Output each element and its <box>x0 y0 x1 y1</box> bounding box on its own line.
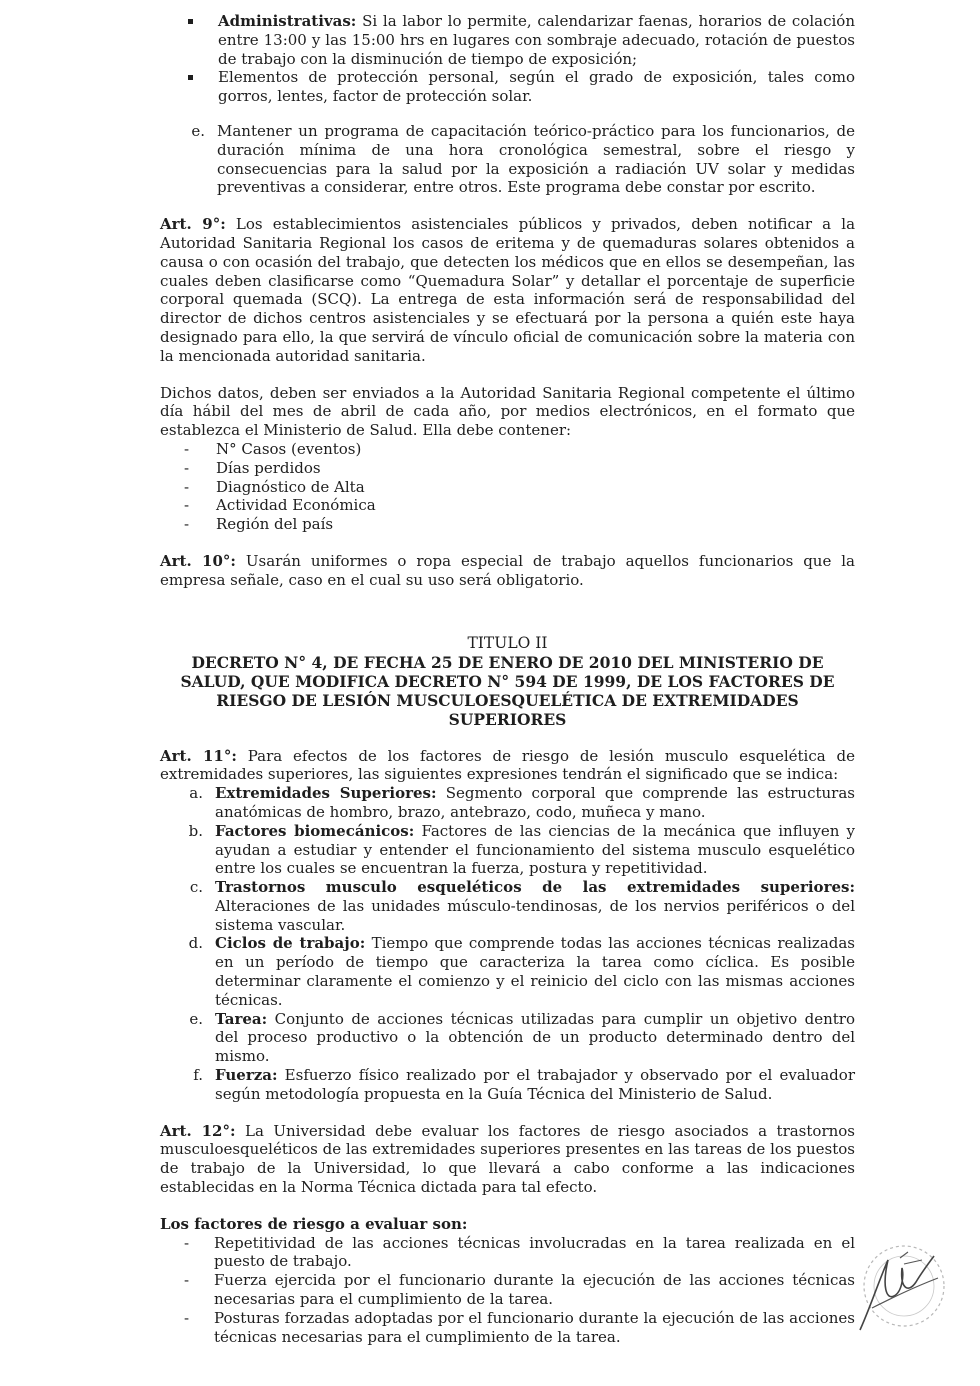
article-11 <box>160 747 855 785</box>
item-marker: a. <box>189 784 203 803</box>
definition-text: Conjunto de acciones técnicas utilizadas para cumplir un objetivo dentro del proceso productivo o la obtención de un producto determinado dentro del mismo. <box>215 1009 855 1066</box>
article-text: Para efectos de los factores de riesgo de lesión musculo esquelética de extremidades superiores, las siguientes expresiones tendrán el significado que se indica: <box>160 746 855 784</box>
title-line: TITULO II <box>467 633 548 652</box>
article-label: Art. 10°: <box>160 551 236 570</box>
item-text: Elementos de protección personal, según el grado de exposición, tales como gorros, lentes, factor de protección solar. <box>218 68 855 106</box>
measures-list <box>188 12 855 106</box>
definition-text: Esfuerzo físico realizado por el trabajador y observado por el evaluador según metodología propuesta en la Guía Técnica del Ministerio de Salud. <box>215 1066 855 1103</box>
list-item: - Posturas forzadas adoptadas por el funcionario durante la ejecución de las acciones técnicas necesarias para el cumplimiento de la tarea. <box>184 1309 855 1347</box>
definition-text: Factores de las ciencias de la mecánica que influyen y ayudan a estudiar y entender el funcionamiento del sistema musculo esquelético entre los cuales se encuentran la fuerza, postura y repetitividad. <box>215 821 855 878</box>
definition-term: Ciclos de trabajo: <box>215 934 366 953</box>
list-item: - Fuerza ejercida por el funcionario durante la ejecución de las acciones técnicas necesarias para el cumplimiento de la tarea. <box>184 1271 855 1309</box>
definition-term: Extremidades Superiores: <box>215 784 437 803</box>
section-title <box>160 634 855 729</box>
definition-term: Trastornos musculo esqueléticos de las extremidades superiores: <box>215 878 855 897</box>
item-marker: b. <box>188 821 203 840</box>
article-text: Usarán uniformes o ropa especial de trabajo aquellos funcionarios que la empresa señale, caso en el cual su uso será obligatorio. <box>160 551 855 589</box>
definition-item <box>160 822 855 878</box>
definition-text: Tiempo que comprende todas las acciones técnicas realizadas en un período de tiempo que caracteriza la tarea como cíclica. Es posible determinar claramente el comienzo y el reinicio del ciclo con las mismas acciones técnicas. <box>215 934 856 1009</box>
list-item <box>188 68 855 106</box>
training-item <box>160 122 855 197</box>
article-label: Art. 11°: <box>160 746 237 765</box>
definition-item <box>160 1066 855 1104</box>
definition-item <box>160 934 855 1009</box>
article-text: La Universidad debe evaluar los factores de riesgo asociados a trastornos musculoesqueléticos de las extremidades superiores presentes en las tareas de los puestos de trabajo de la Universidad, lo que llevará a cabo conforme a las indicaciones establecidas en la Norma Técnica dictada para tal efecto. <box>160 1121 855 1197</box>
risk-factors-list <box>184 1234 855 1347</box>
item-label: Administrativas: <box>218 12 357 30</box>
definition-text: Segmento corporal que comprende las estructuras anatómicas de hombro, brazo, antebrazo, codo, muñeca y mano. <box>215 784 855 821</box>
item-marker: e. <box>191 121 205 140</box>
risk-factors-heading: Los factores de riesgo a evaluar son: <box>160 1214 468 1233</box>
list-item: - Región del país <box>184 515 855 534</box>
list-item: - Repetitividad de las acciones técnicas involucradas en la tarea realizada en el puesto de trabajo. <box>184 1234 855 1272</box>
article-12 <box>160 1122 855 1197</box>
data-fields-list <box>184 440 855 534</box>
document-page <box>160 12 855 1346</box>
definition-term: Fuerza: <box>215 1066 278 1085</box>
definition-term: Factores biomecánicos: <box>215 821 415 840</box>
item-marker: c. <box>189 878 203 897</box>
item-marker: f. <box>193 1066 203 1085</box>
signature-stamp <box>842 1238 952 1338</box>
item-text: Mantener un programa de capacitación teórico-práctico para los funcionarios, de duración mínima de una hora cronológica semestral, sobre el riesgo y consecuencias para la salud por la exposición a radiación UV solar y medidas preventivas a considerar, entre otros. Este programa debe constar por escrito. <box>217 121 855 197</box>
item-marker: d. <box>188 934 203 953</box>
definition-item <box>160 878 855 934</box>
decree-heading: DECRETO N° 4, DE FECHA 25 DE ENERO DE 2010 DEL MINISTERIO DE SALUD, QUE MODIFICA DECRETO N° 594 DE 1999, DE LOS FACTORES DE RIESGO DE LESIÓN MUSCULOESQUELÉTICA DE EXTREMIDADES SUPERIORES <box>180 652 835 729</box>
list-item: - Días perdidos <box>184 459 855 478</box>
data-paragraph: Dichos datos, deben ser enviados a la Autoridad Sanitaria Regional competente el último día hábil del mes de abril de cada año, por medios electrónicos, en el formato que establezca el Ministerio de Salud. Ella debe contener: <box>160 383 855 440</box>
list-item: - Actividad Económica <box>184 496 855 515</box>
article-9 <box>160 215 855 365</box>
item-text: Si la labor lo permite, calendarizar faenas, horarios de colación entre 13:00 y las 15:00 hrs en lugares con sombraje adecuado, rotación de puestos de trabajo con la disminución de tiempo de exposición; <box>218 12 855 68</box>
list-item: - N° Casos (eventos) <box>184 440 855 459</box>
item-marker: e. <box>189 1009 203 1028</box>
article-label: Art. 9°: <box>160 215 226 234</box>
definition-term: Tarea: <box>215 1009 268 1028</box>
definition-item <box>160 784 855 822</box>
list-item <box>188 12 855 68</box>
article-label: Art. 12°: <box>160 1121 236 1140</box>
article-10 <box>160 552 855 590</box>
list-item: - Diagnóstico de Alta <box>184 478 855 497</box>
definition-text: Alteraciones de las unidades músculo-tendinosas, de los nervios periféricos o del sistema vascular. <box>215 896 855 934</box>
definition-item <box>160 1010 855 1066</box>
definitions-list <box>160 784 855 1104</box>
article-text: Los establecimientos asistenciales públicos y privados, deben notificar a la Autoridad Sanitaria Regional los casos de eritema y de quemaduras solares obtenidos a causa o con ocasión del trabajo, que detecten los médicos que en ellos se desempeñan, las cuales deben clasificarse como “Quemadura Solar” y detallar el porcentaje de superficie corporal quemada (SCQ). La entrega de esta información será de responsabilidad del director de dichos centros asistenciales y se efectuará por la persona a quién este haya designado para ello, la que servirá de vínculo oficial de comunicación sobre la materia con la mencionada autoridad sanitaria. <box>160 215 856 365</box>
